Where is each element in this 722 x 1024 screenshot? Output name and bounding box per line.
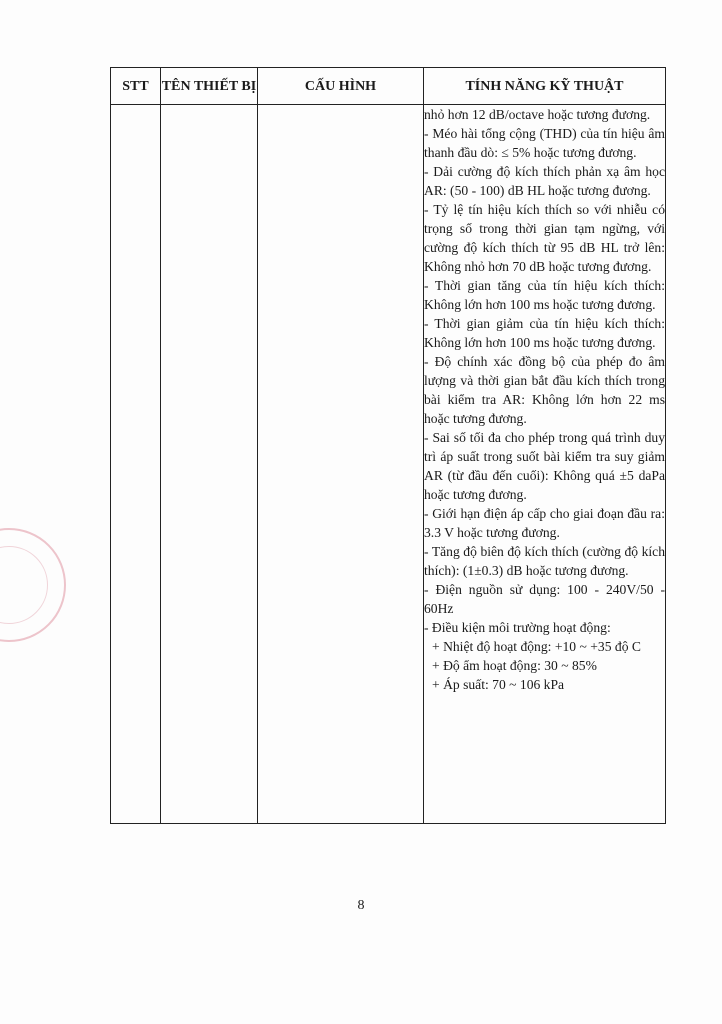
spec-line: - Thời gian tăng của tín hiệu kích thích: Không lớn hơn 100 ms hoặc tương đương. <box>424 278 665 312</box>
table-header-row <box>111 68 666 105</box>
stt-cell <box>111 105 161 824</box>
spec-table <box>110 67 666 824</box>
header-device-name: TÊN THIẾT BỊ <box>161 68 258 105</box>
spec-line: + Áp suất: 70 ~ 106 kPa <box>432 677 565 692</box>
spec-line: - Thời gian giảm của tín hiệu kích thích: Không lớn hơn 100 ms hoặc tương đương. <box>424 316 665 350</box>
red-seal-stamp <box>0 528 66 642</box>
table-row <box>111 105 666 824</box>
spec-line: - Méo hài tổng cộng (THD) của tín hiệu âm thanh đầu dò: ≤ 5% hoặc tương đương. <box>424 126 665 160</box>
spec-line: - Độ chính xác đồng bộ của phép đo âm lượng và thời gian bắt đầu kích thích trong bài kiểm tra AR: Không lớn hơn 22 ms hoặc tương đương. <box>424 354 665 426</box>
spec-line: - Dải cường độ kích thích phản xạ âm học AR: (50 - 100) dB HL hoặc tương đương. <box>424 164 665 198</box>
spec-line: nhỏ hơn 12 dB/octave hoặc tương đương. <box>424 107 651 122</box>
spec-line: - Giới hạn điện áp cấp cho giai đoạn đầu ra: 3.3 V hoặc tương đương. <box>424 506 665 540</box>
spec-line: - Điện nguồn sử dụng: 100 - 240V/50 - 60Hz <box>424 582 665 616</box>
header-stt: STT <box>111 68 161 105</box>
spec-line: - Tỷ lệ tín hiệu kích thích so với nhiễu có trọng số trong thời gian tạm ngừng, với cường độ kích thích từ 95 dB HL trở lên: Không nhỏ hơn 70 dB hoặc tương đương. <box>424 202 665 274</box>
configuration-cell <box>258 105 424 824</box>
spec-line: + Độ ẩm hoạt động: 30 ~ 85% <box>432 658 597 673</box>
spec-line: - Tăng độ biên độ kích thích (cường độ kích thích): (1±0.3) dB hoặc tương đương. <box>424 544 665 578</box>
spec-line: - Điều kiện môi trường hoạt động: <box>424 620 611 635</box>
header-configuration: CẤU HÌNH <box>258 68 424 105</box>
spec-line: + Nhiệt độ hoạt động: +10 ~ +35 độ C <box>432 639 641 654</box>
technical-features-cell <box>424 105 666 824</box>
page-number: 8 <box>357 898 365 913</box>
header-technical-features: TÍNH NĂNG KỸ THUẬT <box>424 68 666 105</box>
spec-line: - Sai số tối đa cho phép trong quá trình duy trì áp suất trong suốt bài kiểm tra suy giảm AR (từ đầu đến cuối): Không quá ±5 daPa hoặc tương đương. <box>424 430 665 502</box>
device-name-cell <box>161 105 258 824</box>
